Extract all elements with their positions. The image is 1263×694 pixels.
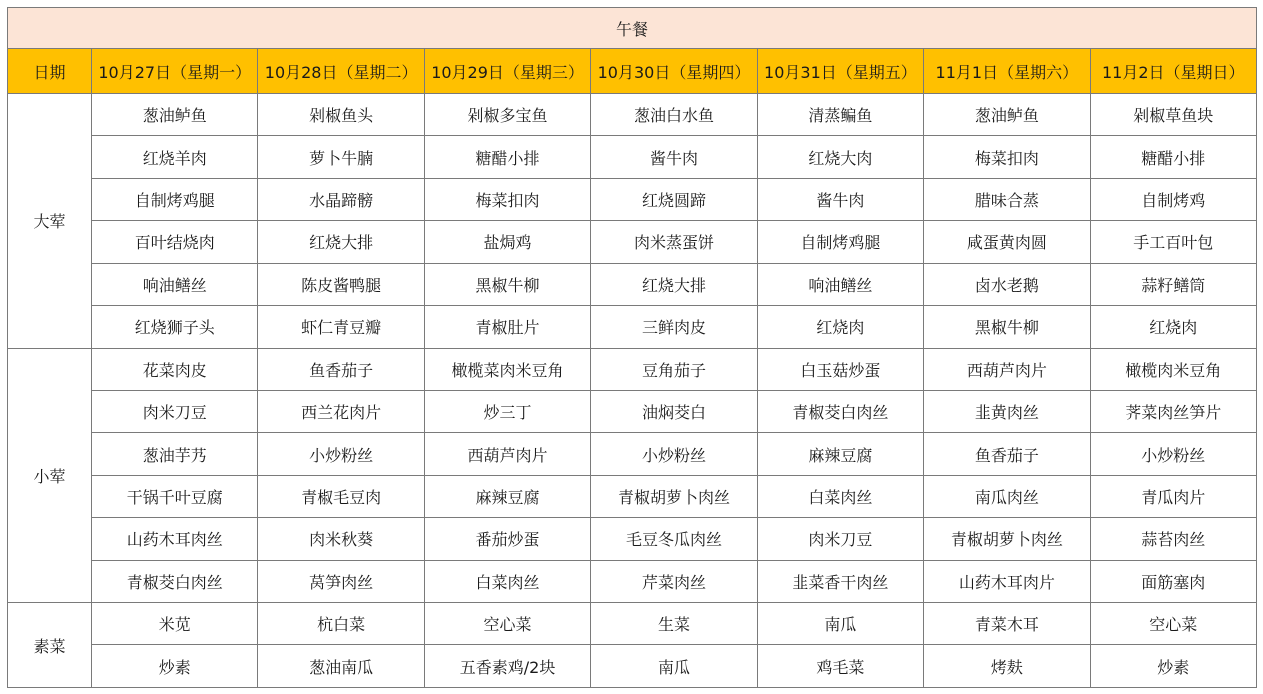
dish-cell: 肉米蒸蛋饼 xyxy=(591,221,757,263)
dish-cell: 炒素 xyxy=(1090,645,1256,688)
dish-cell: 梅菜扣肉 xyxy=(424,178,590,220)
dish-cell: 面筋塞肉 xyxy=(1090,560,1256,602)
table-title: 午餐 xyxy=(8,8,1257,49)
category-cell: 素菜 xyxy=(8,603,92,688)
dish-cell: 响油鳝丝 xyxy=(92,263,258,305)
dish-cell: 韭菜香干肉丝 xyxy=(757,560,923,602)
date-header-cell: 10月29日（星期三） xyxy=(424,49,590,94)
dish-cell: 山药木耳肉丝 xyxy=(92,518,258,560)
dish-cell: 荠菜肉丝笋片 xyxy=(1090,390,1256,432)
table-row xyxy=(8,390,1257,432)
menu-body xyxy=(8,94,1257,688)
dish-cell: 南瓜 xyxy=(591,645,757,688)
dish-cell: 毛豆冬瓜肉丝 xyxy=(591,518,757,560)
category-cell: 大荤 xyxy=(8,94,92,349)
dish-cell: 鱼香茄子 xyxy=(924,433,1090,475)
dish-cell: 剁椒多宝鱼 xyxy=(424,94,590,136)
dish-cell: 干锅千叶豆腐 xyxy=(92,475,258,517)
dish-cell: 卤水老鹅 xyxy=(924,263,1090,305)
dish-cell: 生菜 xyxy=(591,603,757,645)
dish-cell: 自制烤鸡腿 xyxy=(92,178,258,220)
dish-cell: 青椒茭白肉丝 xyxy=(92,560,258,602)
dish-cell: 白玉菇炒蛋 xyxy=(757,348,923,390)
table-row xyxy=(8,433,1257,475)
table-row xyxy=(8,306,1257,348)
dish-cell: 红烧肉 xyxy=(757,306,923,348)
dish-cell: 虾仁青豆瓣 xyxy=(258,306,424,348)
dish-cell: 蒜籽鳝筒 xyxy=(1090,263,1256,305)
dish-cell: 咸蛋黄肉圆 xyxy=(924,221,1090,263)
dish-cell: 韭黄肉丝 xyxy=(924,390,1090,432)
dish-cell: 西兰花肉片 xyxy=(258,390,424,432)
dish-cell: 葱油芋艿 xyxy=(92,433,258,475)
dish-cell: 萝卜牛腩 xyxy=(258,136,424,178)
dish-cell: 酱牛肉 xyxy=(591,136,757,178)
dish-cell: 糖醋小排 xyxy=(1090,136,1256,178)
date-header-cell: 10月28日（星期二） xyxy=(258,49,424,94)
dish-cell: 盐焗鸡 xyxy=(424,221,590,263)
dish-cell: 剁椒鱼头 xyxy=(258,94,424,136)
dish-cell: 米苋 xyxy=(92,603,258,645)
table-row xyxy=(8,475,1257,517)
dish-cell: 青椒胡萝卜肉丝 xyxy=(924,518,1090,560)
dish-cell: 炒素 xyxy=(92,645,258,688)
dish-cell: 青椒茭白肉丝 xyxy=(757,390,923,432)
date-header-row xyxy=(8,49,1257,94)
dish-cell: 小炒粉丝 xyxy=(591,433,757,475)
table-row xyxy=(8,518,1257,560)
dish-cell: 葱油鲈鱼 xyxy=(924,94,1090,136)
dish-cell: 剁椒草鱼块 xyxy=(1090,94,1256,136)
date-header-cell: 10月30日（星期四） xyxy=(591,49,757,94)
dish-cell: 三鲜肉皮 xyxy=(591,306,757,348)
dish-cell: 百叶结烧肉 xyxy=(92,221,258,263)
table-row xyxy=(8,603,1257,645)
dish-cell: 手工百叶包 xyxy=(1090,221,1256,263)
dish-cell: 杭白菜 xyxy=(258,603,424,645)
table-row xyxy=(8,94,1257,136)
dish-cell: 莴笋肉丝 xyxy=(258,560,424,602)
title-row xyxy=(8,8,1257,49)
dish-cell: 烤麸 xyxy=(924,645,1090,688)
dish-cell: 蒜苔肉丝 xyxy=(1090,518,1256,560)
dish-cell: 糖醋小排 xyxy=(424,136,590,178)
dish-cell: 黑椒牛柳 xyxy=(424,263,590,305)
dish-cell: 葱油南瓜 xyxy=(258,645,424,688)
dish-cell: 豆角茄子 xyxy=(591,348,757,390)
table-row xyxy=(8,560,1257,602)
dish-cell: 青菜木耳 xyxy=(924,603,1090,645)
dish-cell: 红烧大肉 xyxy=(757,136,923,178)
dish-cell: 青椒毛豆肉 xyxy=(258,475,424,517)
dish-cell: 红烧大排 xyxy=(591,263,757,305)
dish-cell: 鸡毛菜 xyxy=(757,645,923,688)
dish-cell: 白菜肉丝 xyxy=(757,475,923,517)
dish-cell: 酱牛肉 xyxy=(757,178,923,220)
dish-cell: 红烧圆蹄 xyxy=(591,178,757,220)
dish-cell: 麻辣豆腐 xyxy=(424,475,590,517)
dish-cell: 自制烤鸡腿 xyxy=(757,221,923,263)
dish-cell: 炒三丁 xyxy=(424,390,590,432)
dish-cell: 肉米秋葵 xyxy=(258,518,424,560)
dish-cell: 五香素鸡/2块 xyxy=(424,645,590,688)
dish-cell: 陈皮酱鸭腿 xyxy=(258,263,424,305)
date-header-cell: 10月31日（星期五） xyxy=(757,49,923,94)
dish-cell: 南瓜肉丝 xyxy=(924,475,1090,517)
dish-cell: 油焖茭白 xyxy=(591,390,757,432)
dish-cell: 橄榄肉米豆角 xyxy=(1090,348,1256,390)
dish-cell: 青椒胡萝卜肉丝 xyxy=(591,475,757,517)
dish-cell: 番茄炒蛋 xyxy=(424,518,590,560)
dish-cell: 小炒粉丝 xyxy=(258,433,424,475)
dish-cell: 青椒肚片 xyxy=(424,306,590,348)
dish-cell: 红烧肉 xyxy=(1090,306,1256,348)
dish-cell: 黑椒牛柳 xyxy=(924,306,1090,348)
dish-cell: 红烧羊肉 xyxy=(92,136,258,178)
date-column-header: 日期 xyxy=(8,49,92,94)
dish-cell: 腊味合蒸 xyxy=(924,178,1090,220)
dish-cell: 清蒸鳊鱼 xyxy=(757,94,923,136)
category-cell: 小荤 xyxy=(8,348,92,603)
dish-cell: 麻辣豆腐 xyxy=(757,433,923,475)
dish-cell: 水晶蹄髈 xyxy=(258,178,424,220)
table-row xyxy=(8,221,1257,263)
dish-cell: 西葫芦肉片 xyxy=(424,433,590,475)
dish-cell: 葱油鲈鱼 xyxy=(92,94,258,136)
date-header-cell: 11月1日（星期六） xyxy=(924,49,1090,94)
table-row xyxy=(8,645,1257,688)
dish-cell: 花菜肉皮 xyxy=(92,348,258,390)
dish-cell: 芹菜肉丝 xyxy=(591,560,757,602)
dish-cell: 西葫芦肉片 xyxy=(924,348,1090,390)
table-row xyxy=(8,348,1257,390)
dish-cell: 橄榄菜肉米豆角 xyxy=(424,348,590,390)
lunch-menu-table xyxy=(7,7,1257,688)
dish-cell: 葱油白水鱼 xyxy=(591,94,757,136)
table-row xyxy=(8,178,1257,220)
dish-cell: 响油鳝丝 xyxy=(757,263,923,305)
dish-cell: 白菜肉丝 xyxy=(424,560,590,602)
dish-cell: 山药木耳肉片 xyxy=(924,560,1090,602)
dish-cell: 空心菜 xyxy=(424,603,590,645)
table-row xyxy=(8,136,1257,178)
dish-cell: 红烧大排 xyxy=(258,221,424,263)
table-row xyxy=(8,263,1257,305)
dish-cell: 小炒粉丝 xyxy=(1090,433,1256,475)
date-header-cell: 11月2日（星期日） xyxy=(1090,49,1256,94)
date-header-cell: 10月27日（星期一） xyxy=(92,49,258,94)
dish-cell: 梅菜扣肉 xyxy=(924,136,1090,178)
dish-cell: 自制烤鸡 xyxy=(1090,178,1256,220)
dish-cell: 鱼香茄子 xyxy=(258,348,424,390)
dish-cell: 南瓜 xyxy=(757,603,923,645)
dish-cell: 肉米刀豆 xyxy=(757,518,923,560)
dish-cell: 空心菜 xyxy=(1090,603,1256,645)
dish-cell: 肉米刀豆 xyxy=(92,390,258,432)
dish-cell: 红烧狮子头 xyxy=(92,306,258,348)
dish-cell: 青瓜肉片 xyxy=(1090,475,1256,517)
